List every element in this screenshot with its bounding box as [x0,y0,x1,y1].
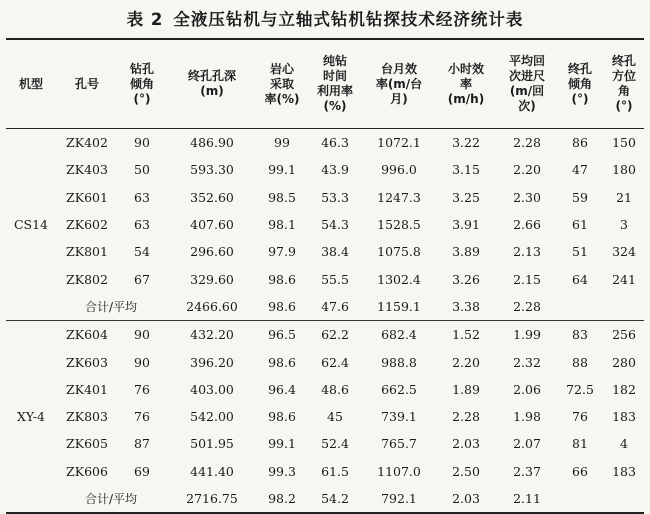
cell-total-depth: 2716.75 [186,491,238,506]
header-final_incl [556,39,604,129]
header-line: 利用率(%) [316,84,353,113]
cell-hole: ZK801 [66,244,108,260]
cell-core: 99.3 [268,463,296,479]
cell-core: 98.5 [268,189,296,205]
cell-incl: 87 [134,436,150,452]
cell-total-core: 98.2 [268,491,296,506]
header-line: 纯钻 [322,54,347,68]
cell-hourly: 3.25 [452,189,480,205]
total-row [6,293,644,321]
table-body [6,129,644,514]
cell-monthly: 1075.8 [377,244,421,260]
header-depth [166,39,258,129]
header-line: (°) [133,91,151,106]
cell-util: 46.3 [321,135,349,151]
cell-azimuth: 324 [612,244,636,260]
cell-footage: 2.20 [513,162,541,178]
cell-depth: 441.40 [190,463,234,479]
header-util [306,39,364,129]
cell-final_incl: 51 [572,244,588,260]
cell-azimuth: 183 [612,409,636,425]
cell-footage: 2.66 [513,217,541,233]
cell-depth: 486.90 [190,135,234,151]
table-row [6,348,644,375]
cell-azimuth: 280 [612,354,636,370]
cell-depth: 593.30 [190,162,234,178]
cell-final_incl: 72.5 [566,381,594,397]
cell-final_incl: 47 [572,162,588,178]
cell-monthly: 1302.4 [377,271,421,287]
cell-hourly: 1.89 [452,381,480,397]
cell-incl: 76 [134,381,150,397]
cell-final_incl: 81 [572,436,588,452]
table-row [6,184,644,211]
cell-depth: 396.20 [190,354,234,370]
cell-incl: 69 [134,463,150,479]
cell-incl: 90 [134,135,150,151]
cell-depth: 403.00 [190,381,234,397]
header-footage [498,39,556,129]
cell-hourly: 2.28 [452,409,480,425]
cell-total-depth: 2466.60 [186,298,238,314]
cell-core: 96.4 [268,381,296,397]
header-line: 方位 [611,69,636,83]
header-line: 机型 [18,76,43,91]
cell-depth: 352.60 [190,189,234,205]
header-hourly [434,39,498,129]
cell-core: 99.1 [268,436,296,452]
cell-monthly: 1107.0 [377,463,421,479]
cell-footage: 2.06 [513,381,541,397]
cell-core: 99.1 [268,162,296,178]
cell-hole: ZK401 [66,381,108,397]
cell-hole: ZK602 [66,217,108,233]
cell-monthly: 765.7 [381,436,417,452]
cell-hourly: 3.91 [452,217,480,233]
cell-hole: ZK403 [66,162,108,178]
cell-monthly: 739.1 [381,409,417,425]
cell-total-util: 54.2 [321,491,349,506]
cell-monthly: 988.8 [381,354,417,370]
cell-core: 98.6 [268,354,296,370]
cell-hole: ZK601 [66,189,108,205]
cell-hourly: 2.03 [452,436,480,452]
cell-core: 98.6 [268,271,296,287]
cell-depth: 542.00 [190,409,234,425]
cell-hourly: 2.20 [452,354,480,370]
cell-depth: 296.60 [190,244,234,260]
cell-depth: 501.95 [190,436,234,452]
cell-total-azimuth [604,293,644,321]
cell-monthly: 662.5 [381,381,417,397]
header-monthly [364,39,434,129]
cell-footage: 2.07 [513,436,541,452]
cell-hourly: 3.26 [452,271,480,287]
header-model [6,39,56,129]
table-title-text: 全液压钻机与立轴式钻机钻探技术经济统计表 [173,10,524,29]
cell-incl: 67 [134,271,150,287]
header-line: 时间 [322,69,347,83]
header-row [6,39,644,129]
header-line: 终孔 [611,54,636,68]
cell-final_incl: 66 [572,463,588,479]
cell-total-final_incl [556,485,604,513]
cell-azimuth: 180 [612,162,636,178]
cell-footage: 2.13 [513,244,541,260]
header-core [258,39,306,129]
cell-footage: 2.37 [513,463,541,479]
cell-azimuth: 3 [620,217,628,233]
cell-total-final_incl [556,293,604,321]
cell-total-monthly: 792.1 [381,491,417,506]
header-line: 倾角 [129,76,154,91]
cell-core: 98.6 [268,409,296,425]
cell-core: 96.5 [268,327,296,343]
cell-incl: 76 [134,409,150,425]
cell-hole: ZK606 [66,463,108,479]
table-row [6,265,644,292]
header-line: 次进尺 [508,69,545,83]
header-line: 孔号 [74,76,99,91]
cell-azimuth: 150 [612,135,636,151]
table-row [6,458,644,485]
cell-total-monthly: 1159.1 [377,298,421,314]
cell-hourly: 3.22 [452,135,480,151]
table-number: 表 2 [126,10,164,29]
header-line: 采取 [269,76,294,91]
cell-util: 43.9 [321,162,349,178]
cell-footage: 1.99 [513,327,541,343]
cell-hourly: 3.89 [452,244,480,260]
header-line: 钻孔 [129,61,154,76]
cell-util: 48.6 [321,381,349,397]
statistics-table [6,38,644,514]
cell-util: 54.3 [321,217,349,233]
header-line: 率(m/台 [375,76,423,91]
cell-incl: 54 [134,244,150,260]
cell-total-hourly: 3.38 [452,298,480,314]
cell-depth: 407.60 [190,217,234,233]
header-line: 倾角 [567,76,592,91]
cell-footage: 1.98 [513,409,541,425]
cell-util: 61.5 [321,463,349,479]
cell-final_incl: 64 [572,271,588,287]
header-line: (m) [200,84,224,98]
cell-monthly: 682.4 [381,327,417,343]
cell-hourly: 2.50 [452,463,480,479]
header-line: (°) [615,99,633,113]
cell-incl: 63 [134,217,150,233]
cell-azimuth: 21 [616,189,632,205]
cell-util: 55.5 [321,271,349,287]
cell-hole: ZK802 [66,271,108,287]
header-azimuth [604,39,644,129]
cell-util: 53.3 [321,189,349,205]
header-line: 台月效 [380,61,417,76]
cell-total-hourly: 2.03 [452,491,480,506]
cell-hourly: 1.52 [452,327,480,343]
cell-util: 62.2 [321,327,349,343]
cell-azimuth: 256 [612,327,636,343]
header-line: (m/h) [447,91,485,106]
cell-azimuth: 241 [612,271,636,287]
header-line: (m/回 [509,84,545,98]
cell-final_incl: 83 [572,327,588,343]
header-line: 次) [518,99,536,113]
cell-monthly: 1072.1 [377,135,421,151]
header-line: (°) [571,91,589,106]
cell-total-footage: 2.11 [513,491,541,506]
cell-hole: ZK603 [66,354,108,370]
cell-util: 62.4 [321,354,349,370]
header-line: 率(%) [264,91,300,106]
cell-azimuth: 182 [612,381,636,397]
table-row [6,156,644,183]
cell-hole: ZK803 [66,409,108,425]
cell-total-label: 合计/平均 [84,299,138,314]
cell-final_incl: 61 [572,217,588,233]
table-row [6,211,644,238]
header-line: 平均回 [508,54,545,68]
cell-total-azimuth [604,485,644,513]
cell-incl: 90 [134,354,150,370]
cell-incl: 50 [134,162,150,178]
table-row [6,403,644,430]
cell-incl: 63 [134,189,150,205]
header-line: 终孔孔深 [187,69,236,83]
cell-final_incl: 76 [572,409,588,425]
cell-depth: 432.20 [190,327,234,343]
cell-hole: ZK604 [66,327,108,343]
cell-azimuth: 4 [620,436,628,452]
cell-model: CS14 [13,217,49,233]
cell-monthly: 1247.3 [377,189,421,205]
header-line: 终孔 [567,61,592,76]
cell-footage: 2.28 [513,135,541,151]
table-row [6,321,644,349]
cell-util: 38.4 [321,244,349,260]
header-incl [118,39,166,129]
header-line: 岩心 [269,61,294,76]
cell-hourly: 3.15 [452,162,480,178]
cell-final_incl: 88 [572,354,588,370]
cell-hole: ZK605 [66,436,108,452]
cell-total-footage: 2.28 [513,298,541,314]
table-row [6,129,644,157]
cell-total-util: 47.6 [321,298,349,314]
header-line: 率 [459,76,472,91]
table-row [6,238,644,265]
cell-model: XY-4 [17,409,45,425]
table-header [6,39,644,129]
cell-incl: 90 [134,327,150,343]
cell-util: 45 [327,409,343,425]
cell-footage: 2.15 [513,271,541,287]
table-row [6,376,644,403]
cell-util: 52.4 [321,436,349,452]
cell-footage: 2.30 [513,189,541,205]
cell-total-core: 98.6 [268,298,296,314]
header-line: 月) [390,91,408,106]
cell-core: 99 [274,135,290,151]
table-title [0,6,650,30]
cell-monthly: 1528.5 [377,217,421,233]
header-line: 小时效 [447,61,484,76]
header-hole [56,39,118,129]
cell-footage: 2.32 [513,354,541,370]
cell-depth: 329.60 [190,271,234,287]
cell-final_incl: 59 [572,189,588,205]
table-row [6,430,644,457]
total-row [6,485,644,513]
cell-core: 98.1 [268,217,296,233]
cell-hole: ZK402 [66,135,108,151]
cell-total-label: 合计/平均 [84,492,138,506]
cell-monthly: 996.0 [381,162,417,178]
cell-azimuth: 183 [612,463,636,479]
cell-core: 97.9 [268,244,296,260]
header-line: 角 [617,84,630,98]
cell-final_incl: 86 [572,135,588,151]
